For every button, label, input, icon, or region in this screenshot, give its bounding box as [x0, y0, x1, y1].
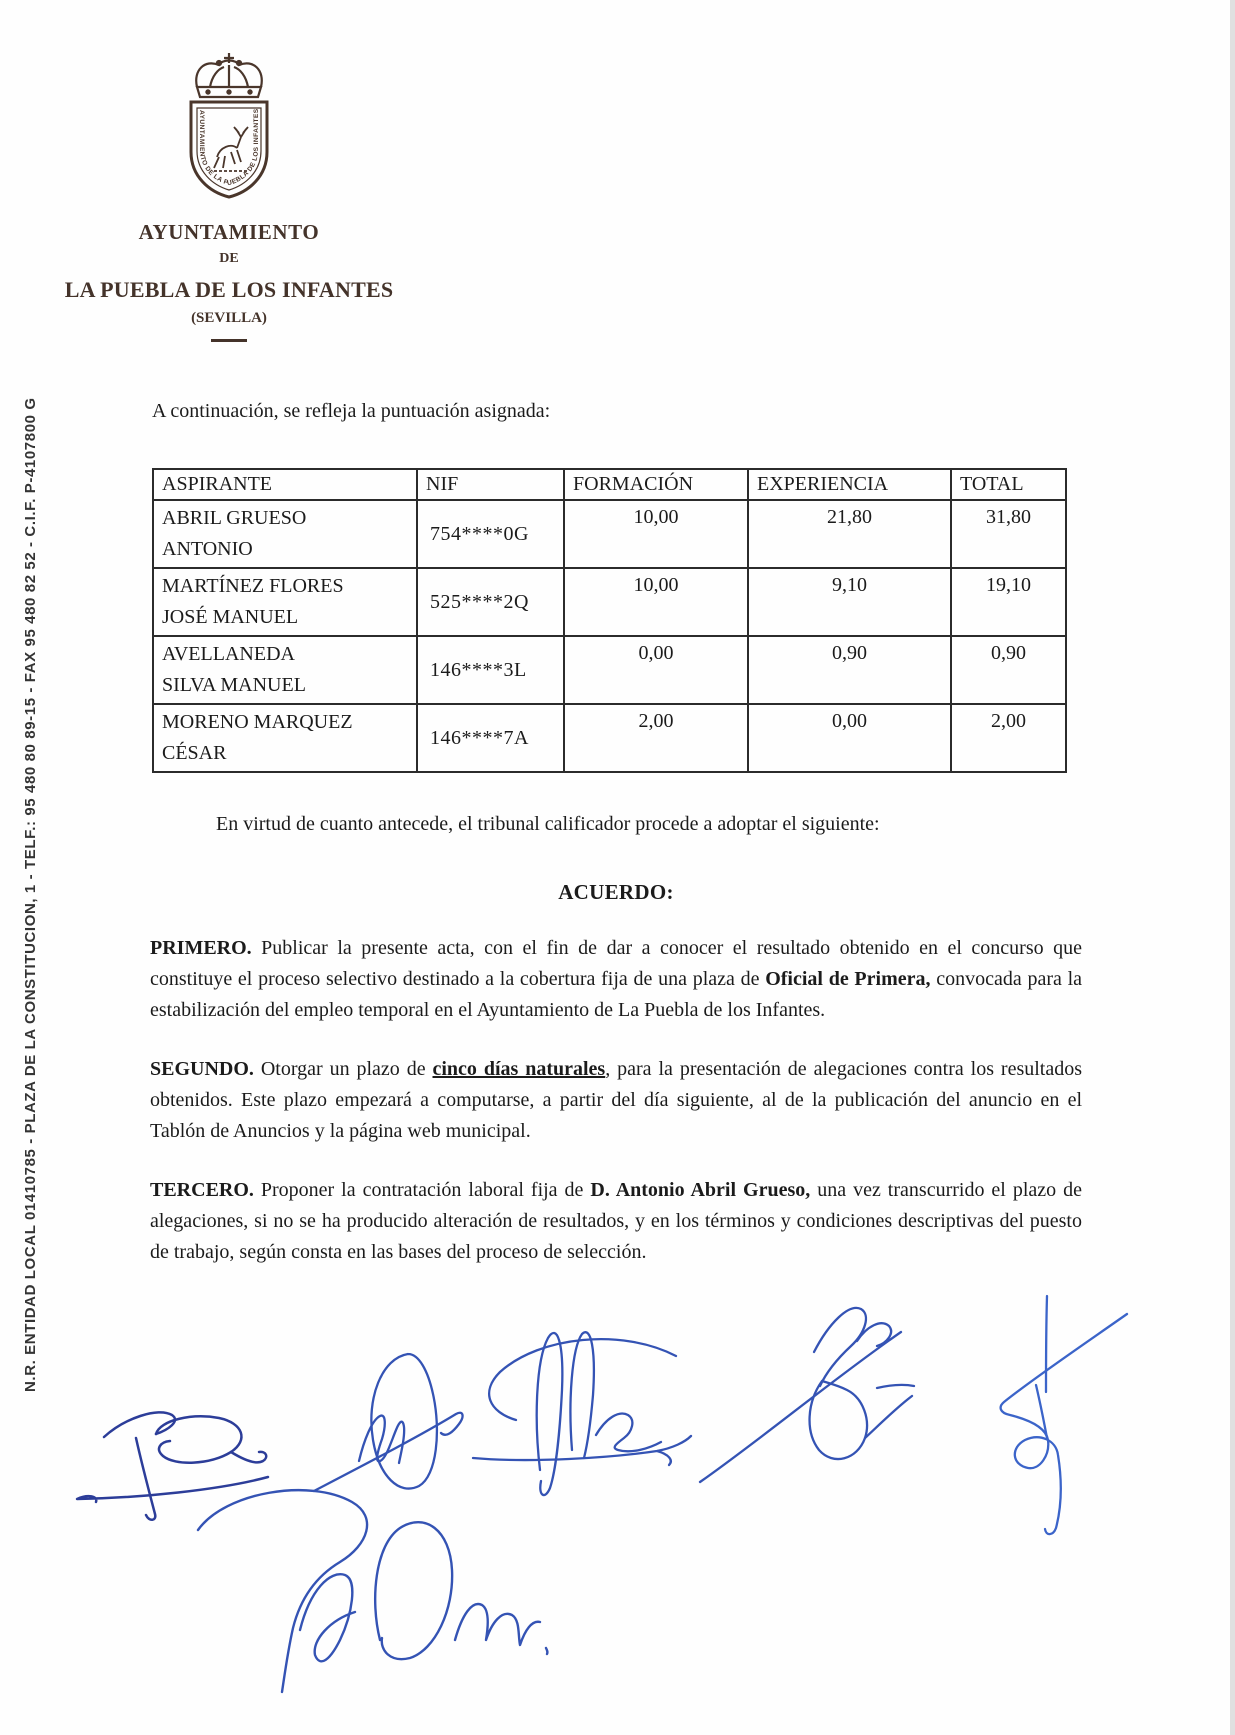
signature-1 [77, 1412, 268, 1519]
nif-cell: 146****3L [417, 636, 564, 704]
crown-icon [196, 53, 262, 97]
aspirante-line2: JOSÉ MANUEL [162, 606, 299, 628]
total-cell: 0,90 [951, 636, 1066, 704]
table-header-row [153, 469, 1066, 500]
document-body [150, 400, 1082, 1268]
deer-icon [214, 127, 248, 171]
seal-circular-text: AYUNTAMIENTO DE LA PUEBLA DE LOS INFANTES [197, 108, 261, 188]
primero-text-c: convocada para la estabilización del empleo temporal en el Ayuntamiento de La Puebla de los Infantes. [150, 968, 1083, 1021]
tercero-text-c: una vez transcurrido el plazo de alegaciones, si no se ha producido alteración de resultados, y en los términos y condiciones descriptivas del puesto de trabajo, según consta en las bases del proceso de selección. [150, 1179, 1082, 1263]
aspirante-cell [153, 636, 417, 704]
table-row [153, 636, 1066, 704]
experiencia-cell: 0,90 [748, 636, 951, 704]
tercero-lead: TERCERO. [150, 1179, 254, 1201]
letterhead [58, 50, 400, 342]
experiencia-cell: 9,10 [748, 568, 951, 636]
paragraph-en-virtud: En virtud de cuanto antecede, el tribunal calificador procede a adoptar el siguiente: [216, 813, 880, 835]
aspirante-line1: MARTÍNEZ FLORES [162, 575, 344, 597]
signature-6 [198, 1490, 547, 1692]
aspirante-line2: SILVA MANUEL [162, 674, 306, 696]
col-header-nif: NIF [417, 469, 564, 500]
col-header-formacion: FORMACIÓN [564, 469, 748, 500]
nif-cell: 525****2Q [417, 568, 564, 636]
signature-4 [700, 1308, 914, 1482]
formacion-cell: 10,00 [564, 500, 748, 568]
primero-text-a: Publicar la presente acta, con el fin de dar a conocer el resultado obtenido en el concurso que constituye el proceso selectivo destinado a la cobertura fija de una plaza de [150, 937, 1082, 990]
segundo-plazo-highlight: cinco días naturales [432, 1058, 606, 1080]
total-cell: 19,10 [951, 568, 1066, 636]
signature-2 [314, 1354, 463, 1491]
letterhead-line-municipality: LA PUEBLA DE LOS INFANTES [64, 277, 394, 302]
aspirante-line1: ABRIL GRUESO [162, 507, 307, 529]
letterhead-line-ayuntamiento: AYUNTAMIENTO [138, 220, 320, 244]
paragraph-segundo [150, 1054, 1082, 1147]
entity-registration-vertical-text: N.R. ENTIDAD LOCAL 01410785 - PLAZA DE LA CONSTITUCION, 1 - TELF.: 95 480 80 89-15 - FAX 95 480 82 52 - C.I.F. P-4107800 G [22, 397, 39, 1392]
total-cell: 31,80 [951, 500, 1066, 568]
aspirante-line1: MORENO MARQUEZ [162, 711, 353, 733]
municipal-coat-of-arms [168, 50, 290, 204]
aspirante-cell [153, 568, 417, 636]
segundo-text-a: Otorgar un plazo de [253, 1058, 433, 1080]
col-header-total: TOTAL [951, 469, 1066, 500]
intro-sentence: A continuación, se refleja la puntuación asignada: [152, 400, 551, 422]
segundo-text-c: , para la presentación de alegaciones contra los resultados obtenidos. Este plazo empezará a computarse, a partir del día siguiente, al de la publicación del anuncio en el Tablón de Anuncios y la página web municipal. [150, 1058, 1083, 1142]
experiencia-cell: 21,80 [748, 500, 951, 568]
acuerdo-heading: ACUERDO: [558, 880, 674, 904]
handwritten-signatures [0, 1230, 1235, 1735]
segundo-lead: SEGUNDO. [150, 1058, 254, 1080]
table-row [153, 500, 1066, 568]
letterhead-line-province: (SEVILLA) [191, 310, 267, 326]
table-row [153, 704, 1066, 772]
paragraph-primero [150, 933, 1082, 1026]
letterhead-rule [211, 339, 247, 342]
scores-table [152, 468, 1067, 773]
col-header-experiencia: EXPERIENCIA [748, 469, 951, 500]
nif-cell: 146****7A [417, 704, 564, 772]
formacion-cell: 2,00 [564, 704, 748, 772]
aspirante-cell [153, 704, 417, 772]
letterhead-line-de: DE [219, 251, 239, 266]
experiencia-cell: 0,00 [748, 704, 951, 772]
total-cell: 2,00 [951, 704, 1066, 772]
aspirante-line1: AVELLANEDA [162, 643, 295, 665]
aspirante-line2: CÉSAR [162, 742, 227, 764]
col-header-aspirante: ASPIRANTE [153, 469, 417, 500]
primero-lead: PRIMERO. [150, 937, 252, 959]
tercero-text-a: Proponer la contratación laboral fija de [253, 1179, 591, 1201]
signature-3 [473, 1332, 691, 1495]
primero-bold-plaza: Oficial de Primera, [765, 968, 931, 990]
signature-5 [1001, 1296, 1127, 1534]
table-row [153, 568, 1066, 636]
formacion-cell: 0,00 [564, 636, 748, 704]
tercero-bold-name: D. Antonio Abril Grueso, [590, 1179, 811, 1201]
aspirante-line2: ANTONIO [162, 538, 253, 560]
nif-cell: 754****0G [417, 500, 564, 568]
aspirante-cell [153, 500, 417, 568]
formacion-cell: 10,00 [564, 568, 748, 636]
